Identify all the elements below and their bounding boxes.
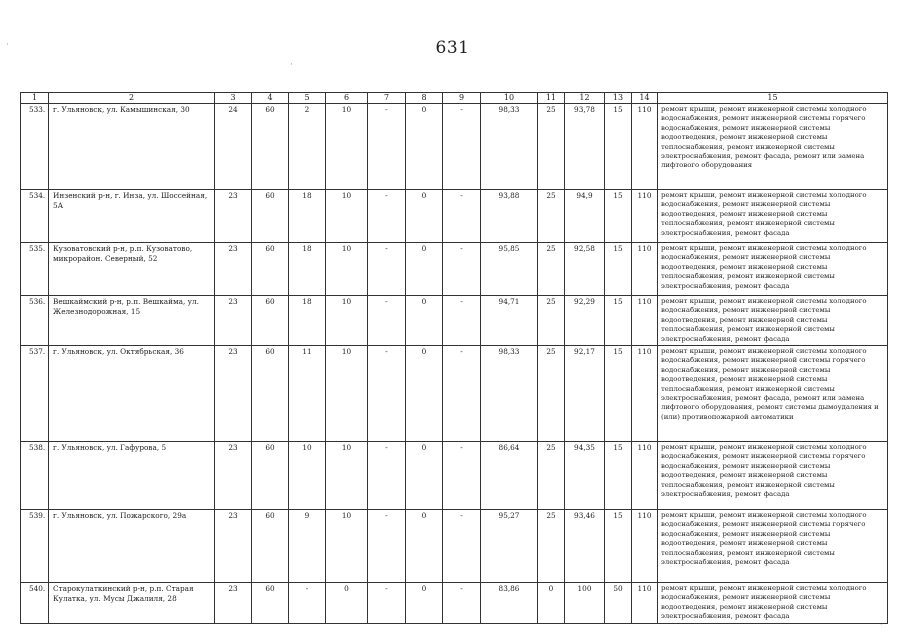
table-cell: 10 [326,243,368,296]
table-cell: 60 [252,296,289,346]
table-cell: 95,85 [481,243,538,296]
table-cell: 25 [538,243,565,296]
column-header: 6 [326,93,368,104]
works-list-cell: ремонт крыши, ремонт инженерной системы холодного водоснабжения, ремонт инженерной системы горячего водоснабжения, ремонт инженерной системы водоотведения, ремонт инженерной системы теплоснабжения, ремонт инженерной системы электроснабжения, ремонт фасада, ремонт или замена лифтового оборудования, ремонт системы дымоудаления и (или) противопожарной автоматики [658,346,888,442]
table-cell: 94,9 [565,190,605,243]
table-cell: - [443,510,481,583]
table-row [21,190,888,243]
table-cell: 98,33 [481,104,538,190]
table-cell: 60 [252,510,289,583]
works-list-cell: ремонт крыши, ремонт инженерной системы холодного водоснабжения, ремонт инженерной системы водоотведения, ремонт инженерной системы теплоснабжения, ремонт инженерной системы электроснабжения, ремонт фасада [658,296,888,346]
table-cell: 60 [252,583,289,624]
address-cell: г. Ульяновск, ул. Октябрьская, 36 [49,346,215,442]
table-cell: 94,71 [481,296,538,346]
row-number: 538. [21,442,49,510]
address-cell: Инзенский р-н, г. Инза, ул. Шоссейная, 5А [49,190,215,243]
table-cell: - [368,583,406,624]
row-number: 535. [21,243,49,296]
table-cell: - [368,243,406,296]
table-cell: 100 [565,583,605,624]
table-cell: 94,35 [565,442,605,510]
table-cell: 0 [406,104,443,190]
column-header-row [21,93,888,104]
address-cell: г. Ульяновск, ул. Пожарского, 29а [49,510,215,583]
table-cell: - [443,243,481,296]
address-cell: Старокулаткинский р-н, р.п. Старая Кулатка, ул. Мусы Джалиля, 28 [49,583,215,624]
table-cell: 86,64 [481,442,538,510]
table-cell: 10 [289,442,326,510]
table-cell: - [289,583,326,624]
table-cell: 10 [326,190,368,243]
table-cell: 10 [326,346,368,442]
table-row [21,346,888,442]
works-list-cell: ремонт крыши, ремонт инженерной системы холодного водоснабжения, ремонт инженерной системы водоотведения, ремонт инженерной системы теплоснабжения, ремонт инженерной системы электроснабжения, ремонт фасада [658,243,888,296]
table-cell: 10 [326,104,368,190]
table-cell: - [368,104,406,190]
table-cell: 9 [289,510,326,583]
table-cell: 23 [215,296,252,346]
table-cell: 110 [632,243,658,296]
column-header: 13 [605,93,632,104]
table-body [21,93,888,624]
table-cell: 110 [632,442,658,510]
table-cell: 25 [538,346,565,442]
column-header: 7 [368,93,406,104]
works-list-cell: ремонт крыши, ремонт инженерной системы холодного водоснабжения, ремонт инженерной системы горячего водоснабжения, ремонт инженерной системы водоотведения, ремонт инженерной системы теплоснабжения, ремонт инженерной системы электроснабжения, ремонт фасада, ремонт или замена лифтового оборудования [658,104,888,190]
table-cell: - [443,104,481,190]
table-cell: 18 [289,190,326,243]
table-cell: 83,86 [481,583,538,624]
scan-speck: · [880,620,883,630]
table-cell: 11 [289,346,326,442]
scan-speck: · [6,40,9,50]
table-cell: 15 [605,190,632,243]
table-cell: 0 [406,296,443,346]
table-cell: 23 [215,243,252,296]
table-cell: 25 [538,442,565,510]
table-cell: 110 [632,296,658,346]
column-header: 15 [658,93,888,104]
table-cell: 0 [406,510,443,583]
table-row [21,104,888,190]
table-cell: 0 [406,583,443,624]
row-number: 537. [21,346,49,442]
column-header: 2 [49,93,215,104]
table-cell: 92,58 [565,243,605,296]
table-cell: - [368,442,406,510]
table-row [21,442,888,510]
table-cell: - [443,442,481,510]
table-cell: 110 [632,583,658,624]
table-cell: 25 [538,510,565,583]
table-cell: 110 [632,510,658,583]
repair-program-table [20,92,888,624]
works-list-cell: ремонт крыши, ремонт инженерной системы холодного водоснабжения, ремонт инженерной системы горячего водоснабжения, ремонт инженерной системы водоотведения, ремонт инженерной системы теплоснабжения, ремонт инженерной системы электроснабжения, ремонт фасада [658,442,888,510]
scan-speck: · [290,60,293,70]
column-header: 9 [443,93,481,104]
table-cell: - [443,190,481,243]
table-cell: 24 [215,104,252,190]
table-cell: - [368,190,406,243]
table-cell: 15 [605,442,632,510]
table-cell: - [443,583,481,624]
table-row [21,243,888,296]
column-header: 12 [565,93,605,104]
table-cell: 0 [406,243,443,296]
address-cell: Кузоватовский р-н, р.п. Кузоватово, микрорайон. Северный, 52 [49,243,215,296]
table-cell: - [443,346,481,442]
table-cell: 50 [605,583,632,624]
table-cell: 110 [632,104,658,190]
works-list-cell: ремонт крыши, ремонт инженерной системы холодного водоснабжения, ремонт инженерной системы водоотведения, ремонт инженерной системы теплоснабжения, ремонт инженерной системы электроснабжения, ремонт фасада [658,190,888,243]
table-cell: 98,33 [481,346,538,442]
table-cell: 60 [252,346,289,442]
table-cell: 92,29 [565,296,605,346]
column-header: 1 [21,93,49,104]
row-number: 533. [21,104,49,190]
table-cell: - [368,346,406,442]
table-cell: 25 [538,296,565,346]
table-cell: 93,78 [565,104,605,190]
table-cell: 15 [605,104,632,190]
table-cell: 15 [605,346,632,442]
table-cell: 110 [632,346,658,442]
row-number: 534. [21,190,49,243]
table-cell: 10 [326,442,368,510]
table-cell: 23 [215,510,252,583]
table-cell: 18 [289,243,326,296]
row-number: 540. [21,583,49,624]
table-cell: 0 [326,583,368,624]
table-cell: 23 [215,346,252,442]
table-cell: 23 [215,583,252,624]
table-row [21,296,888,346]
table-cell: - [443,296,481,346]
table-cell: 60 [252,442,289,510]
table-cell: 10 [326,296,368,346]
table-cell: 95,27 [481,510,538,583]
works-list-cell: ремонт крыши, ремонт инженерной системы холодного водоснабжения, ремонт инженерной системы водоотведения, ремонт инженерной системы электроснабжения, ремонт фасада [658,583,888,624]
column-header: 3 [215,93,252,104]
table-cell: 92,17 [565,346,605,442]
table-cell: 2 [289,104,326,190]
table-cell: 93,88 [481,190,538,243]
table-cell: 25 [538,190,565,243]
table-cell: - [368,296,406,346]
table-cell: 93,46 [565,510,605,583]
column-header: 14 [632,93,658,104]
table-row [21,510,888,583]
table-cell: 60 [252,243,289,296]
table-cell: 0 [406,346,443,442]
row-number: 539. [21,510,49,583]
table-cell: 0 [406,190,443,243]
table-cell: 0 [406,442,443,510]
column-header: 4 [252,93,289,104]
address-cell: г. Ульяновск, ул. Гафурова, 5 [49,442,215,510]
address-cell: г. Ульяновск, ул. Камышинская, 30 [49,104,215,190]
table-cell: 60 [252,190,289,243]
column-header: 10 [481,93,538,104]
table-row [21,583,888,624]
table-cell: 25 [538,104,565,190]
works-list-cell: ремонт крыши, ремонт инженерной системы холодного водоснабжения, ремонт инженерной системы горячего водоснабжения, ремонт инженерной системы водоотведения, ремонт инженерной системы теплоснабжения, ремонт инженерной системы электроснабжения, ремонт фасада [658,510,888,583]
table-cell: 15 [605,243,632,296]
table-cell: 60 [252,104,289,190]
column-header: 5 [289,93,326,104]
table-cell: 0 [538,583,565,624]
table-cell: 15 [605,510,632,583]
row-number: 536. [21,296,49,346]
page-number: 631 [435,38,470,58]
table-cell: 18 [289,296,326,346]
table-cell: 23 [215,190,252,243]
column-header: 11 [538,93,565,104]
table-cell: - [368,510,406,583]
column-header: 8 [406,93,443,104]
table-cell: 10 [326,510,368,583]
table-cell: 23 [215,442,252,510]
table-cell: 110 [632,190,658,243]
table-cell: 15 [605,296,632,346]
address-cell: Вешкаймский р-н, р.п. Вешкайма, ул. Железнодорожная, 15 [49,296,215,346]
